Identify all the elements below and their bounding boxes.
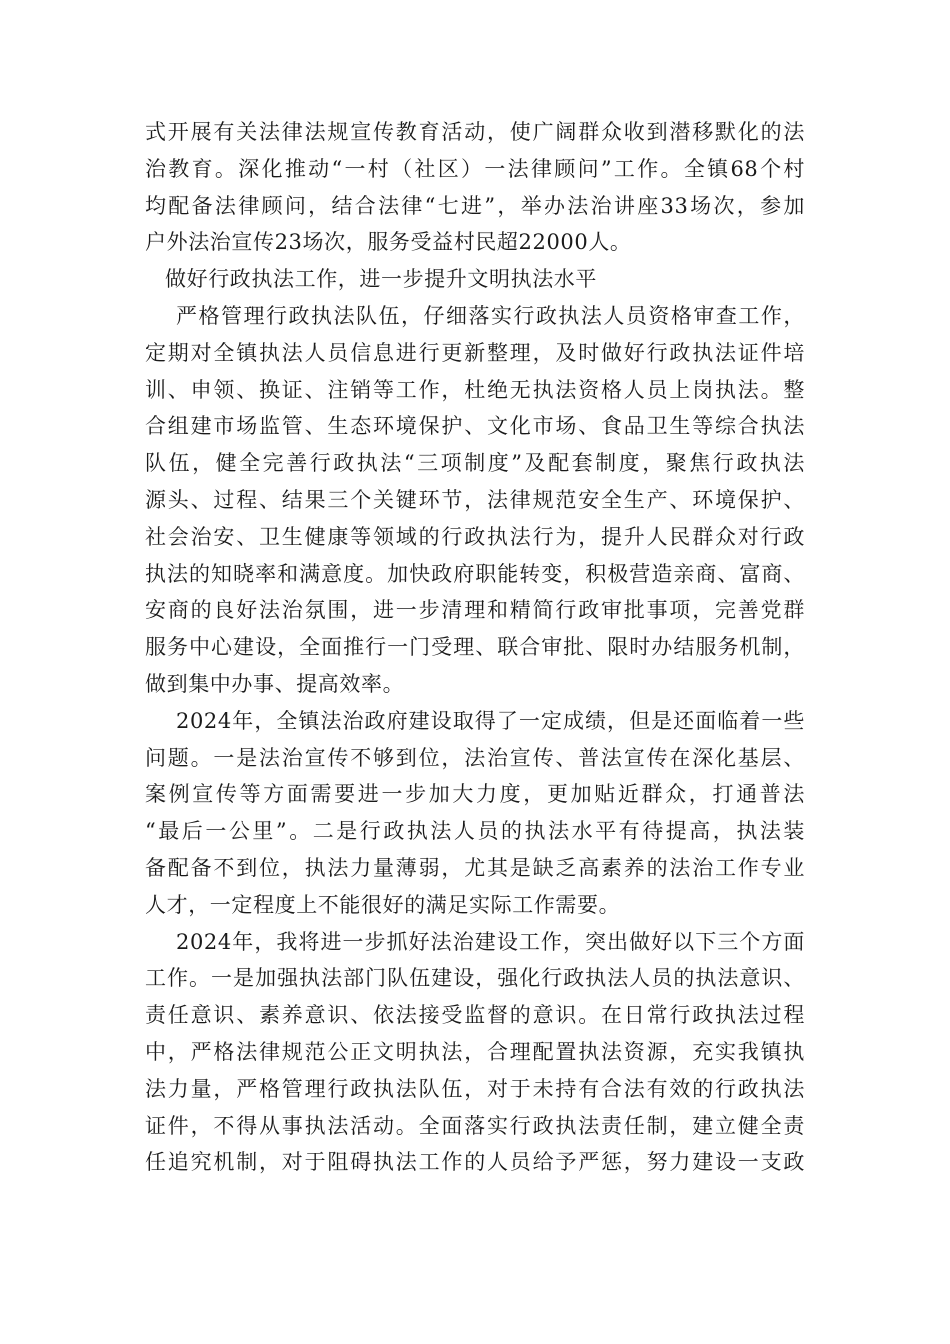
body-text-line: “最后一公里”。二是行政执法人员的执法水平有待提高，执法装 [145,819,805,844]
body-text-line: 式开展有关法律法规宣传教育活动，使广阔群众收到潜移默化的法 [145,120,805,144]
body-text-line: 人才，一定程度上不能很好的满足实际工作需要。 [145,892,621,917]
body-text-line: 执法的知晓率和满意度。加快政府职能转变，积极营造亲商、富商、 [145,561,805,586]
body-text-line: 2024年，全镇法治政府建设取得了一定成绩，但是还面临着一些 [176,708,805,733]
body-text-line: 案例宣传等方面需要进一步加大力度，更加贴近群众，打通普法 [145,782,805,807]
body-text-line: 任追究机制，对于阻碍执法工作的人员给予严惩，努力建设一支政 [145,1150,805,1175]
body-text-line: 服务中心建设，全面推行一门受理、联合审批、限时办结服务机制， [145,635,805,660]
body-text-line: 责任意识、素养意识、依法接受监督的意识。在日常行政执法过程 [145,1003,805,1028]
body-text-line: 做到集中办事、提高效率。 [145,671,405,696]
body-text-line: 中，严格法律规范公正文明执法，合理配置执法资源，充实我镇执 [145,1039,805,1064]
body-text-line: 备配备不到位，执法力量薄弱，尤其是缺乏高素养的法治工作专业 [145,855,805,880]
body-text-line: 2024年，我将进一步抓好法治建设工作，突出做好以下三个方面 [176,929,805,954]
body-text-line: 安商的良好法治氛围，进一步清理和精简行政审批事项，完善党群 [145,598,805,623]
body-text-line: 定期对全镇执法人员信息进行更新整理，及时做好行政执法证件培 [145,340,805,365]
body-text-line: 治教育。深化推动“一村（社区）一法律顾问”工作。全镇68个村 [145,156,805,181]
document-page [145,114,805,1181]
body-text-line: 严格管理行政执法队伍，仔细落实行政执法人员资格审查工作， [176,303,805,328]
body-text-line: 训、申领、换证、注销等工作，杜绝无执法资格人员上岗执法。整 [145,377,805,402]
body-text-line: 证件，不得从事执法活动。全面落实行政执法责任制，建立健全责 [145,1113,805,1138]
body-text-line: 源头、过程、结果三个关键环节，法律规范安全生产、环境保护、 [145,487,805,512]
body-text-line: 合组建市场监管、生态环境保护、文化市场、食品卫生等综合执法 [145,414,805,439]
body-text-line: 队伍，健全完善行政执法“三项制度”及配套制度，聚焦行政执法 [145,451,805,476]
body-text-line: 工作。一是加强执法部门队伍建设，强化行政执法人员的执法意识、 [145,966,805,991]
body-text-line: 社会治安、卫生健康等领域的行政执法行为，提升人民群众对行政 [145,524,805,549]
body-text-line: 问题。一是法治宣传不够到位，法治宣传、普法宣传在深化基层、 [145,745,805,770]
body-text-line: 均配备法律顾问，结合法律“七进”，举办法治讲座33场次，参加 [145,193,805,218]
body-text-line: 户外法治宣传23场次，服务受益村民超22000人。 [145,230,632,255]
body-text-line: 法力量，严格管理行政执法队伍，对于未持有合法有效的行政执法 [145,1076,805,1101]
section-heading: 做好行政执法工作，进一步提升文明执法水平 [165,267,597,292]
